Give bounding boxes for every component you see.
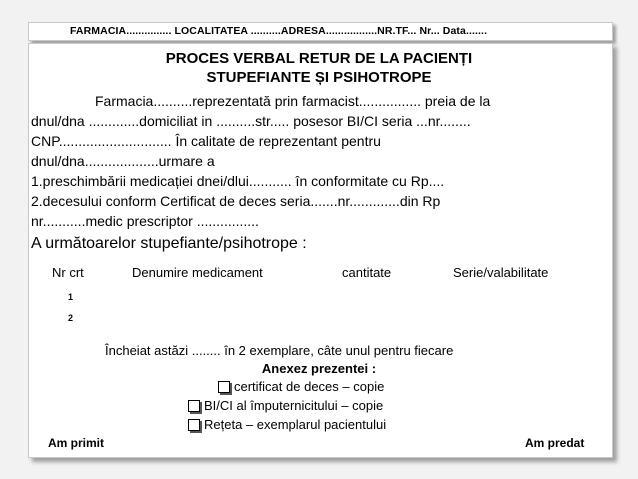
annex-item-label: certificat de deces – copie bbox=[234, 379, 385, 394]
column-header-series: Serie/valabilitate bbox=[453, 265, 549, 280]
body-line: nr...........medic prescriptor ................ bbox=[31, 213, 259, 229]
header-text: FARMACIA............... LOCALITATEA ..........ADRESA.................NR.TF... Nr... Data....... bbox=[70, 25, 488, 37]
body-line: 1.preschimbării medicației dnei/dlui........... în conformitate cu Rp.... bbox=[31, 173, 445, 189]
document-subtitle: STUPEFIANTE ȘI PSIHOTROPE bbox=[206, 69, 432, 86]
column-header-name: Denumire medicament bbox=[132, 265, 263, 280]
row-number: 2 bbox=[68, 313, 74, 323]
closing-text: Încheiat astăzi ........ în 2 exemplare, câte unul pentru fiecare bbox=[105, 343, 454, 358]
body-line: Farmacia..........reprezentată prin farmacist................ preia de la bbox=[95, 93, 491, 109]
annex-item-label: Rețeta – exemplarul pacientului bbox=[204, 417, 387, 432]
footer-received: Am primit bbox=[48, 436, 105, 450]
annex-item bbox=[188, 398, 383, 413]
body-line: dnul/dna .............domiciliat in ..........str..... posesor BI/CI seria ...nr........ bbox=[31, 113, 471, 129]
column-header-quantity: cantitate bbox=[342, 265, 392, 280]
body-line: 2.decesului conform Certificat de deces seria.......nr.............din Rp bbox=[31, 193, 441, 209]
annex-title: Anexez prezentei : bbox=[261, 361, 377, 376]
row-number: 1 bbox=[68, 292, 74, 302]
body-line: CNP............................. În calitate de reprezentant pentru bbox=[31, 133, 381, 149]
checkbox-icon bbox=[188, 419, 200, 431]
substances-heading: A următoarelor stupefiante/psihotrope : bbox=[31, 235, 307, 252]
column-header-nr: Nr crt bbox=[52, 265, 84, 280]
annex-item-label: BI/CI al împuternicitului – copie bbox=[204, 398, 384, 413]
document-title: PROCES VERBAL RETUR DE LA PACIENȚI bbox=[165, 50, 473, 67]
annex-item bbox=[218, 379, 384, 394]
checkbox-icon bbox=[218, 381, 230, 393]
annex-item bbox=[188, 417, 386, 432]
footer-delivered: Am predat bbox=[525, 436, 585, 450]
body-line: dnul/dna...................urmare a bbox=[31, 153, 215, 169]
checkbox-icon bbox=[188, 400, 200, 412]
